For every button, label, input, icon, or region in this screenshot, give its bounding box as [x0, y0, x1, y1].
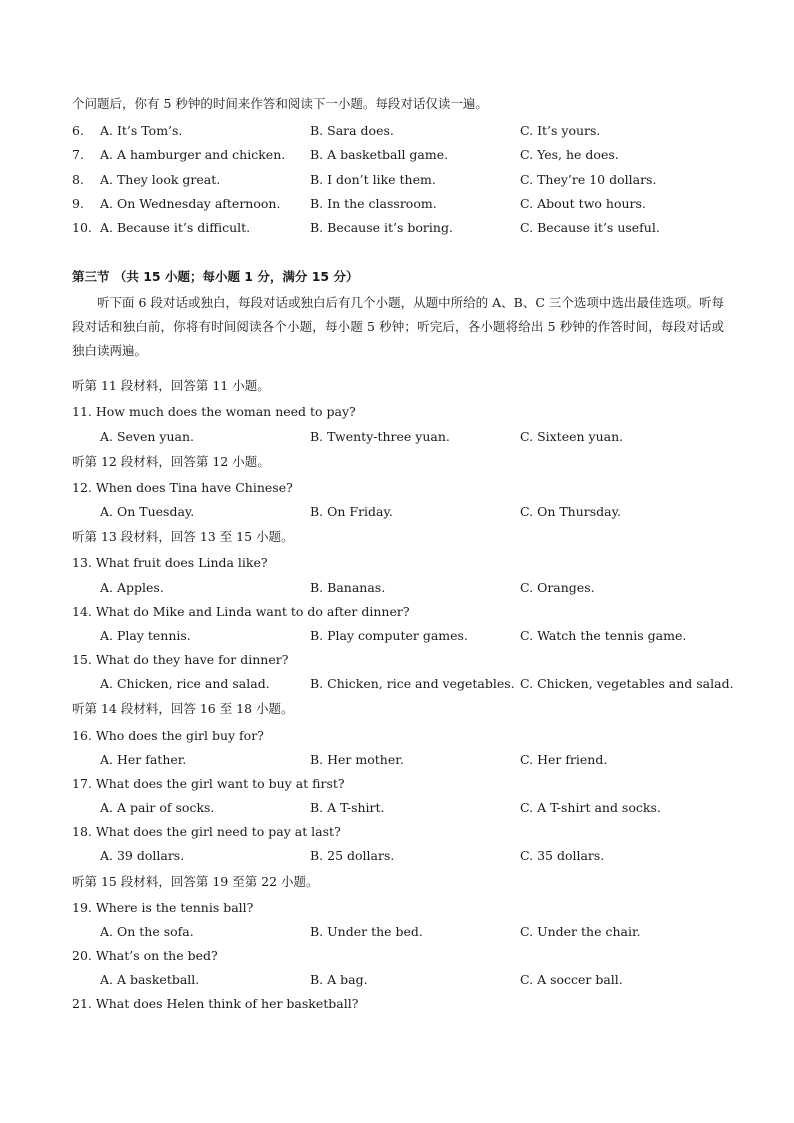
option-a: A. On the sofa. — [100, 924, 194, 939]
question-row — [0, 122, 794, 140]
question-number: 9. — [72, 196, 84, 211]
question-text: 12. When does Tina have Chinese? — [72, 480, 293, 495]
option-a: A. A hamburger and chicken. — [100, 147, 286, 162]
option-b: B. Because it’s boring. — [310, 220, 453, 235]
option-b: B. Her mother. — [310, 752, 404, 767]
question-row — [0, 146, 794, 164]
options-row — [0, 503, 794, 521]
options-row — [0, 971, 794, 989]
option-b: B. In the classroom. — [310, 196, 437, 211]
material-prompt: 听第 14 段材料，回答 16 至 18 小题。 — [72, 701, 294, 716]
option-c: C. On Thursday. — [520, 504, 621, 519]
options-row — [0, 799, 794, 817]
question-number: 6. — [72, 123, 84, 138]
question-text: 18. What does the girl need to pay at last? — [72, 824, 341, 839]
options-row — [0, 923, 794, 941]
question-text: 16. Who does the girl buy for? — [72, 728, 264, 743]
options-row — [0, 675, 794, 693]
options-row — [0, 627, 794, 645]
option-c: C. About two hours. — [520, 196, 646, 211]
option-c: C. Watch the tennis game. — [520, 628, 687, 643]
option-a: A. They look great. — [100, 172, 221, 187]
option-b: B. Bananas. — [310, 580, 386, 595]
option-a: A. Play tennis. — [100, 628, 191, 643]
option-b: B. On Friday. — [310, 504, 393, 519]
option-c: C. It’s yours. — [520, 123, 601, 138]
option-b: B. Sara does. — [310, 123, 394, 138]
question-text: 17. What does the girl want to buy at first? — [72, 776, 345, 791]
question-text: 20. What’s on the bed? — [72, 948, 218, 963]
section-heading: 第三节 （共 15 小题；每小题 1 分，满分 15 分） — [72, 269, 359, 284]
question-row — [0, 195, 794, 213]
option-a: A. A basketball. — [100, 972, 200, 987]
question-text: 19. Where is the tennis ball? — [72, 900, 254, 915]
option-b: B. A basketball game. — [310, 147, 449, 162]
question-number: 8. — [72, 172, 84, 187]
option-a: A. On Tuesday. — [100, 504, 195, 519]
options-row — [0, 579, 794, 597]
material-prompt: 听第 13 段材料，回答 13 至 15 小题。 — [72, 529, 294, 544]
option-c: C. Yes, he does. — [520, 147, 619, 162]
option-c: C. They’re 10 dollars. — [520, 172, 657, 187]
question-text: 15. What do they have for dinner? — [72, 652, 289, 667]
option-b: B. A bag. — [310, 972, 368, 987]
question-row — [0, 171, 794, 189]
option-a: A. Seven yuan. — [100, 429, 195, 444]
material-prompt: 听第 11 段材料，回答第 11 小题。 — [72, 378, 270, 393]
option-a: A. It’s Tom’s. — [100, 123, 183, 138]
option-c: C. A T-shirt and socks. — [520, 800, 661, 815]
option-c: C. Under the chair. — [520, 924, 641, 939]
question-text: 14. What do Mike and Linda want to do after dinner? — [72, 604, 410, 619]
option-b: B. I don’t like them. — [310, 172, 436, 187]
options-row — [0, 428, 794, 446]
option-b: B. Under the bed. — [310, 924, 423, 939]
option-a: A. 39 dollars. — [100, 848, 185, 863]
question-number: 7. — [72, 147, 84, 162]
option-a: A. A pair of socks. — [100, 800, 215, 815]
question-number: 10. — [72, 220, 92, 235]
option-b: B. A T-shirt. — [310, 800, 385, 815]
section-instructions: 听下面 6 段对话或独白，每段对话或独白后有几个小题，从题中所给的 A、B、C 三个选项中选出最佳选项。听每段对话和独白前，你将有时间阅读各个小题，每小题 5 秒钟；听完后，各小题将给出 5 秒钟的作答时间，每段对话或独白读两遍。 — [72, 295, 724, 358]
option-c: C. Her friend. — [520, 752, 608, 767]
option-a: A. Her father. — [100, 752, 187, 767]
option-a: A. On Wednesday afternoon. — [100, 196, 281, 211]
option-c: C. Sixteen yuan. — [520, 429, 624, 444]
option-b: B. 25 dollars. — [310, 848, 395, 863]
question-text: 11. How much does the woman need to pay? — [72, 404, 356, 419]
intro-continuation: 个问题后，你有 5 秒钟的时间来作答和阅读下一小题。每段对话仅读一遍。 — [72, 96, 488, 111]
option-a: A. Apples. — [100, 580, 164, 595]
option-b: B. Play computer games. — [310, 628, 468, 643]
options-row — [0, 847, 794, 865]
option-c: C. Because it’s useful. — [520, 220, 660, 235]
option-a: A. Because it’s difficult. — [100, 220, 251, 235]
option-b: B. Twenty-three yuan. — [310, 429, 450, 444]
option-c: C. A soccer ball. — [520, 972, 623, 987]
option-a: A. Chicken, rice and salad. — [100, 676, 270, 691]
question-text: 13. What fruit does Linda like? — [72, 555, 268, 570]
options-row — [0, 751, 794, 769]
material-prompt: 听第 15 段材料，回答第 19 至第 22 小题。 — [72, 874, 319, 889]
option-c: C. Oranges. — [520, 580, 595, 595]
material-prompt: 听第 12 段材料，回答第 12 小题。 — [72, 454, 270, 469]
option-b: B. Chicken, rice and vegetables. — [310, 676, 515, 691]
option-c: C. 35 dollars. — [520, 848, 605, 863]
question-row — [0, 219, 794, 237]
question-text: 21. What does Helen think of her basketball? — [72, 996, 359, 1011]
option-c: C. Chicken, vegetables and salad. — [520, 676, 734, 691]
